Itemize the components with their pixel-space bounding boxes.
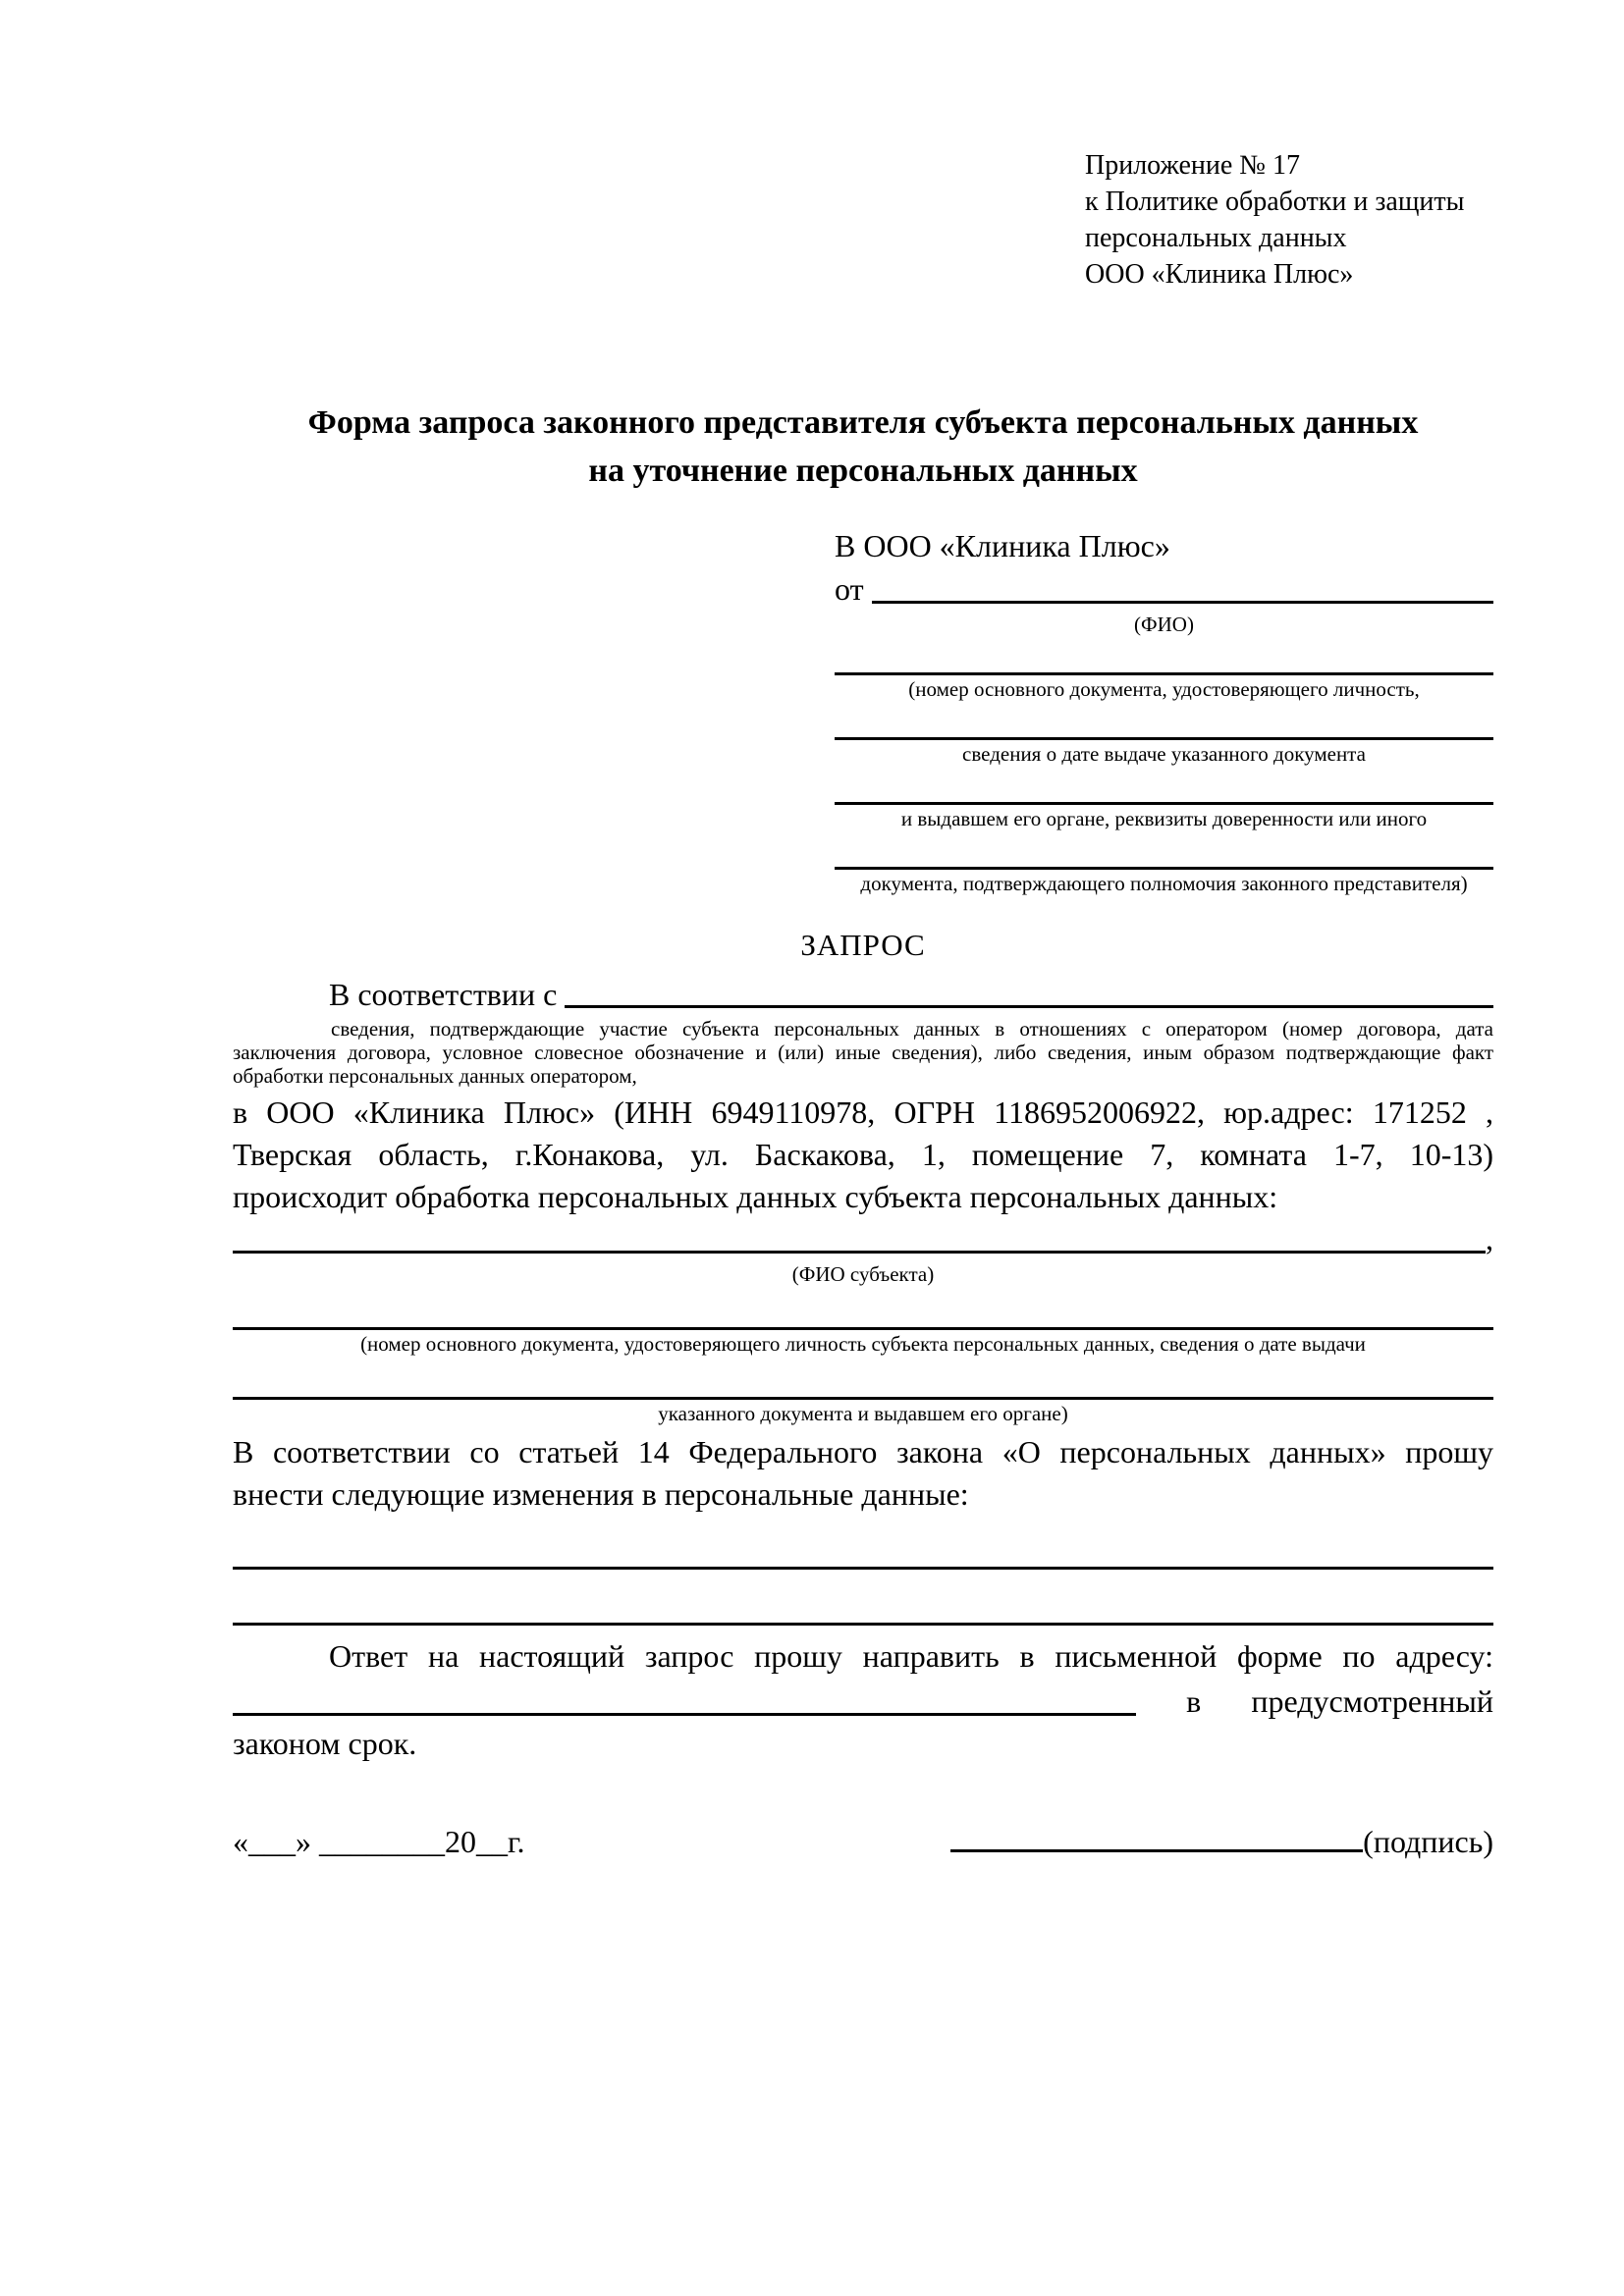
fill-line (233, 1300, 1493, 1330)
fill-line (233, 1369, 1493, 1400)
date-line: «___» ________20__г. (233, 1824, 525, 1859)
article-line-2: внести следующие изменения в персональные данные: (233, 1476, 969, 1512)
signature-fill-line (950, 1847, 1363, 1852)
appendix-line-4: ООО «Клиника Плюс» (1085, 259, 1354, 290)
request-heading: ЗАПРОС (800, 928, 926, 962)
footnote-line-3: обработки персональных данных оператором, (233, 1064, 637, 1088)
answer-word-v: в (1186, 1683, 1202, 1719)
subject-doc-caption-1: (номер основного документа, удостоверяющего личность субъекта персональных данных, сведения о дате выдачи (360, 1332, 1366, 1356)
footnote-line-2: заключения договора, условное словесное обозначение и (или) иные сведения), либо сведения, иным образом подтверждающие факт (233, 1041, 1493, 1064)
signature-area (950, 1820, 1493, 1863)
fill-line (835, 714, 1493, 740)
address-fill-row (233, 1678, 1493, 1723)
representative-doc-field-2 (835, 714, 1493, 768)
fio-caption: (ФИО) (1134, 613, 1194, 636)
representative-doc-field-3 (835, 778, 1493, 832)
operator-paragraph (233, 1092, 1493, 1218)
subject-fio-row (233, 1218, 1493, 1260)
field-caption-1: (номер основного документа, удостоверяющего личность, (908, 677, 1420, 701)
footnote-block (233, 1017, 1493, 1088)
answer-paragraph-line: Ответ на настоящий запрос прошу направить в письменной форме по адресу: (329, 1638, 1493, 1674)
field-caption-2: сведения о дате выдаче указанного документа (962, 742, 1366, 766)
trailing-comma: , (1486, 1221, 1493, 1256)
subject-fio-fill-line (233, 1218, 1486, 1254)
representative-doc-field-1 (835, 649, 1493, 703)
according-fill-line (565, 972, 1493, 1008)
operator-line-1: в ООО «Клиника Плюс» (ИНН 6949110978, ОГРН 1186952006922, юр.адрес: 171252 , (233, 1095, 1493, 1130)
footnote-line-1: сведения, подтверждающие участие субъекта персональных данных в отношениях с оператором (номер договора, дата (331, 1017, 1493, 1041)
changes-fill-line-2 (233, 1570, 1493, 1626)
appendix-block (1085, 147, 1493, 293)
subject-doc-field-2 (233, 1369, 1493, 1427)
article-line-1: В соответствии со статьей 14 Федерального закона «О персональных данных» прошу (233, 1434, 1493, 1469)
addressee-block (835, 524, 1493, 897)
from-label: от (835, 571, 872, 607)
fill-line (835, 778, 1493, 805)
changes-fill-line-1 (233, 1527, 1493, 1570)
subject-fio-caption: (ФИО субъекта) (791, 1262, 935, 1286)
according-label: В соответствии с (329, 977, 566, 1012)
subject-doc-caption-2: указанного документа и выдавшем его органе) (658, 1402, 1068, 1425)
representative-doc-field-4 (835, 843, 1493, 897)
according-row (233, 972, 1493, 1017)
appendix-line-2: к Политике обработки и защиты (1085, 187, 1465, 217)
operator-line-3: происходит обработка персональных данных субъекта персональных данных: (233, 1179, 1278, 1214)
operator-line-2: Тверская область, г.Конакова, ул. Баскакова, 1, помещение 7, комната 1-7, 10-13) (233, 1137, 1493, 1172)
article-paragraph (233, 1431, 1493, 1516)
field-caption-3: и выдавшем его органе, реквизиты доверенности или иного (900, 807, 1428, 830)
form-title (233, 399, 1493, 495)
appendix-line-1: Приложение № 17 (1085, 150, 1300, 181)
addressee-org: В ООО «Клиника Плюс» (835, 528, 1170, 563)
address-fill-line (233, 1678, 1136, 1716)
signature-caption: (подпись) (1363, 1824, 1493, 1859)
form-title-line-2: на уточнение персональных данных (588, 453, 1138, 489)
from-row (835, 567, 1493, 611)
fill-line (835, 843, 1493, 870)
subject-doc-field-1 (233, 1300, 1493, 1358)
from-fill-line (872, 567, 1493, 604)
fill-line (835, 649, 1493, 675)
answer-closing: законом срок. (233, 1726, 417, 1761)
form-title-line-1: Форма запроса законного представителя субъекта персональных данных (307, 404, 1419, 441)
appendix-line-3: персональных данных (1085, 223, 1347, 253)
answer-word-right: предусмотренный (1251, 1683, 1493, 1719)
field-caption-4: документа, подтверждающего полномочия законного представителя) (860, 872, 1468, 895)
date-signature-row (233, 1820, 1493, 1863)
